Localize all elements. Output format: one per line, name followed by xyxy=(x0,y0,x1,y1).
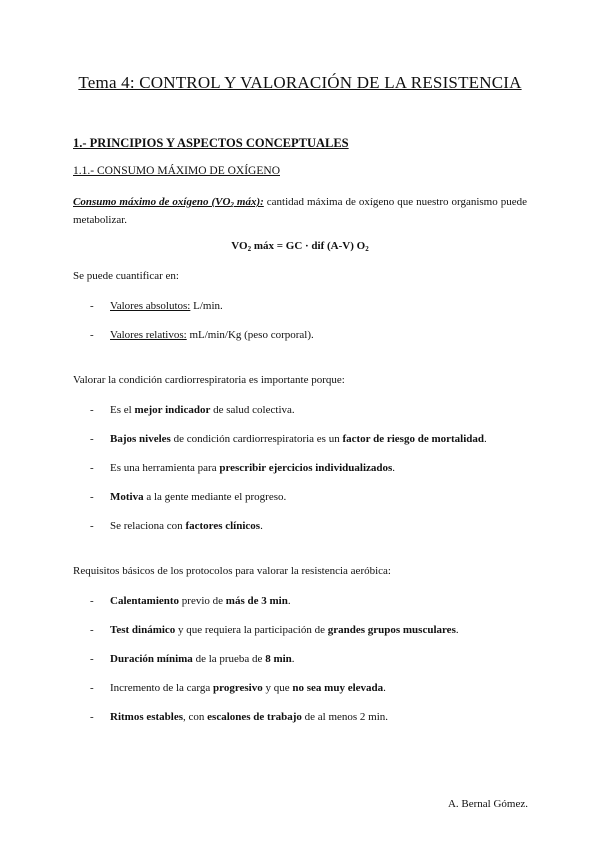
vo2-formula: $VO_2$ máx = GC · dif (A-V) $O_2$ xyxy=(231,240,369,253)
section-heading: 1.- PRINCIPIOS Y ASPECTOS CONCEPTUALES xyxy=(73,136,349,150)
list-item: - Motiva a la gente mediante el progreso. xyxy=(90,491,287,503)
definition-term: Consumo máximo de oxígeno ($VO_2$ máx): xyxy=(73,196,264,209)
document-title: Tema 4: CONTROL Y VALORACIÓN DE LA RESISTENCIA xyxy=(78,73,522,92)
importance-intro: Valorar la condición cardiorrespiratoria es importante porque: xyxy=(73,374,345,386)
requirements-intro: Requisitos básicos de los protocolos para valorar la resistencia aeróbica: xyxy=(73,565,391,577)
list-item: - Test dinámico y que requiera la participación de grandes grupos musculares. xyxy=(90,624,459,636)
list-item: - Es el mejor indicador de salud colectiva. xyxy=(90,404,295,416)
list-item: - Valores relativos: mL/min/Kg (peso corporal). xyxy=(90,329,314,341)
quantify-intro: Se puede cuantificar en: xyxy=(73,270,179,282)
definition-paragraph xyxy=(73,195,527,228)
list-item: - Calentamiento previo de más de 3 min. xyxy=(90,595,291,607)
subsection-heading: 1.1.- CONSUMO MÁXIMO DE OXÍGENO xyxy=(73,165,280,177)
author-footer: A. Bernal Gómez. xyxy=(447,798,528,810)
definition-text: cantidad máxima de oxígeno que nuestro organismo puede metabolizar. xyxy=(73,196,527,226)
list-item: - Bajos niveles de condición cardiorrespiratoria es un factor de riesgo de mortalidad. xyxy=(90,433,487,445)
list-item: - Se relaciona con factores clínicos. xyxy=(90,520,263,532)
list-item: - Duración mínima de la prueba de 8 min. xyxy=(90,653,295,665)
list-item: - Incremento de la carga progresivo y que no sea muy elevada. xyxy=(90,682,386,694)
list-item: - Ritmos estables, con escalones de trabajo de al menos 2 min. xyxy=(90,711,389,723)
list-item: - Valores absolutos: L/min. xyxy=(90,300,223,312)
list-item: - Es una herramienta para prescribir ejercicios individualizados. xyxy=(90,462,396,474)
